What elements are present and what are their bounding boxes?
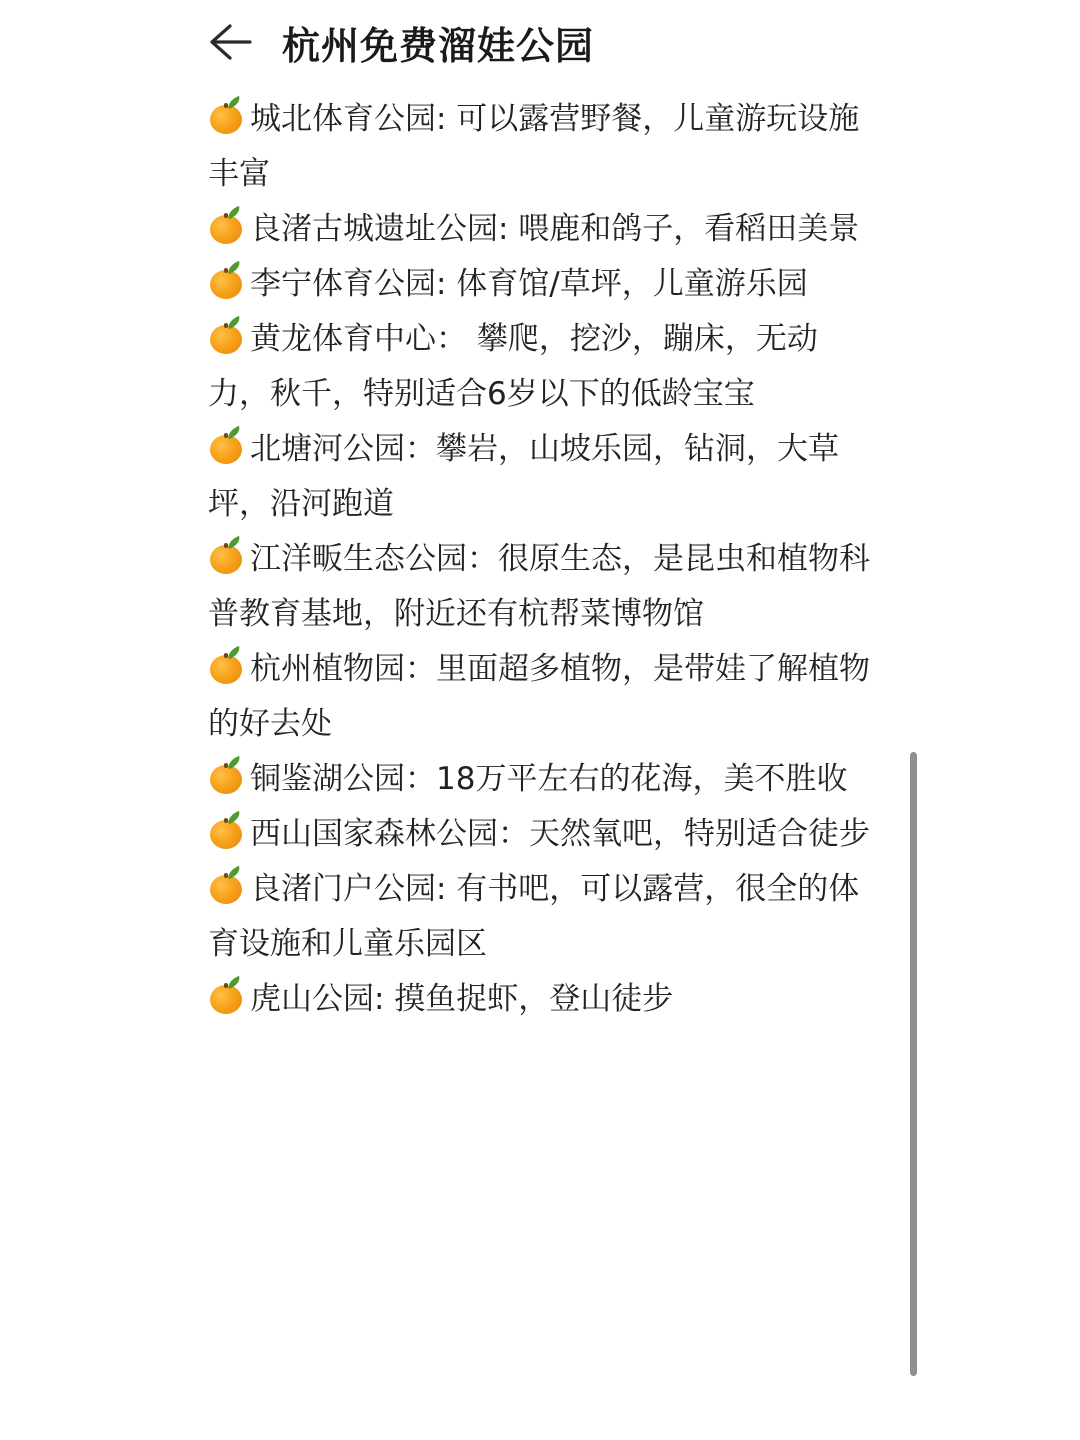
tangerine-icon: [208, 538, 246, 576]
tangerine-icon: [208, 813, 246, 851]
list-item: [208, 972, 876, 1027]
list-item-text: 杭州植物园：里面超多植物，是带娃了解植物的好去处: [208, 651, 870, 742]
list-item-text: 李宁体育公园: 体育馆/草坪，儿童游乐园: [250, 266, 808, 302]
tangerine-icon: [208, 868, 246, 906]
list-item-text: 城北体育公园: 可以露营野餐，儿童游玩设施丰富: [208, 101, 860, 192]
list-item: [208, 807, 876, 862]
list-item-text: 良渚门户公园: 有书吧，可以露营，很全的体育设施和儿童乐园区: [208, 871, 860, 962]
list-item: [208, 642, 876, 752]
arrow-left-icon: [208, 22, 252, 62]
tangerine-icon: [208, 758, 246, 796]
list-item-text: 良渚古城遗址公园: 喂鹿和鸽子，看稻田美景: [250, 211, 860, 247]
tangerine-icon: [208, 208, 246, 246]
list-item-text: 北塘河公园：攀岩，山坡乐园，钻洞，大草坪，沿河跑道: [208, 431, 839, 522]
list-item: [208, 202, 876, 257]
list-item-text: 江洋畈生态公园：很原生态，是昆虫和植物科普教育基地，附近还有杭帮菜博物馆: [208, 541, 870, 632]
tangerine-icon: [208, 318, 246, 356]
list-item: [208, 532, 876, 642]
tangerine-icon: [208, 648, 246, 686]
app-header: [208, 14, 594, 70]
list-item: [208, 312, 876, 422]
back-button[interactable]: [208, 18, 256, 66]
list-item: [208, 752, 876, 807]
list-item-text: 西山国家森林公园：天然氧吧，特别适合徒步: [250, 816, 870, 852]
list-item: [208, 422, 876, 532]
list-item: [208, 862, 876, 972]
list-item: [208, 257, 876, 312]
list-item-text: 黄龙体育中心： 攀爬，挖沙，蹦床，无动力，秋千，特别适合6岁以下的低龄宝宝: [208, 321, 818, 412]
tangerine-icon: [208, 98, 246, 136]
page-title: 杭州免费溜娃公园: [282, 23, 595, 68]
list-item-text: 铜鉴湖公园：18万平左右的花海，美不胜收: [250, 761, 848, 797]
tangerine-icon: [208, 263, 246, 301]
scrollbar[interactable]: [910, 752, 917, 1376]
list-item: [208, 92, 876, 202]
park-list: [208, 92, 876, 1027]
tangerine-icon: [208, 978, 246, 1016]
list-item-text: 虎山公园: 摸鱼捉虾，登山徒步: [250, 981, 674, 1017]
tangerine-icon: [208, 428, 246, 466]
